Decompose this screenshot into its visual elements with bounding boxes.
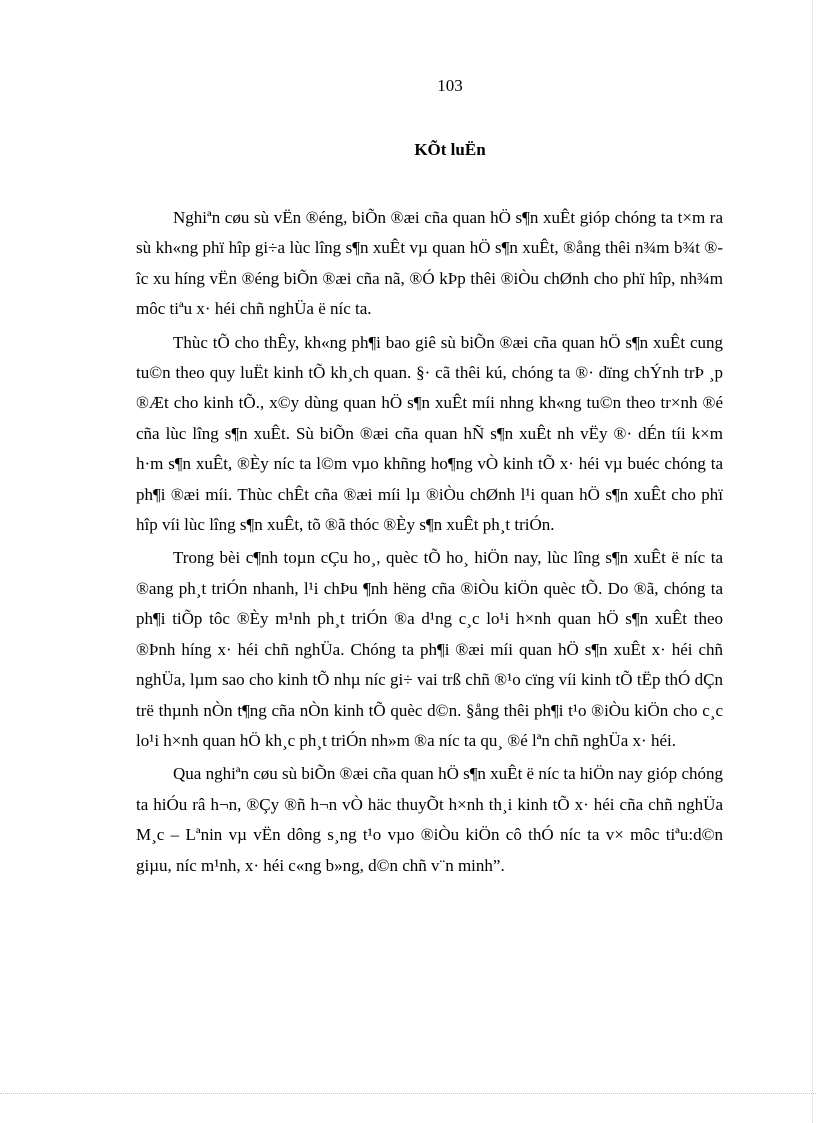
paragraph: Thùc tÕ cho thÊy, kh«ng ph¶i bao giê sù biÕn ®æi cña quan hÖ s¶n xuÊt cung tu©n theo quy luËt kinh tÕ kh¸ch quan. §· cã thêi kú, chóng ta ®· dïng chÝnh trÞ ¸p ®Æt cho kinh tÕ., x©y dùng quan hÖ s¶n xuÊt míi nhng kh«ng tu©n theo tr×nh ®é cña lùc lîng s¶n xuÊt. Sù biÕn ®æi cña quan hÑ s¶n xuÊt nh vËy ®· dÉn tíi k×m h·m s¶n xuÊt, ®Èy níc ta l©m vµo khñng ho¶ng vÒ kinh tÕ x· héi vµ buéc chóng ta ph¶i ®æi míi. Thùc chÊt cña ®æi míi lµ ®iÒu chØnh l¹i quan hÖ s¶n xuÊt cho phï hîp víi lùc lîng s¶n xuÊt, tõ ®ã thóc ®Èy s¶n xuÊt ph¸t triÓn. — [136, 332, 723, 535]
paragraph: Nghiªn cøu sù vËn ®éng, biÕn ®æi cña quan hÖ s¶n xuÊt gióp chóng ta t×m ra sù kh«ng phï hîp gi÷a lùc lîng s¶n xuÊt vµ quan hÖ s¶n xuÊt, ®ång thêi n¾m b¾t ®îc xu híng vËn ®éng biÕn ®æi cña nã, ®Ó kÞp thêi ®iÒu chØnh cho phï hîp, nh¾m môc tiªu x· héi chñ nghÜa ë níc ta. — [136, 208, 723, 319]
page-number: 103 — [437, 76, 463, 95]
paragraph: Qua nghiªn cøu sù biÕn ®æi cña quan hÖ s¶n xuÊt ë níc ta hiÖn nay gióp chóng ta hiÓu râ h¬n, ®Çy ®ñ h¬n vÒ häc thuyÕt h×nh th¸i kinh tÕ x· héi cña chñ nghÜa M¸c – Lªnin vµ vËn dông s¸ng t¹o vµo ®iÒu kiÖn cô thÓ níc ta v× môc tiªu:d©n giµu, níc m¹nh, x· héi c«ng b»ng, d©n chñ v¨n minh”. — [136, 764, 723, 875]
page-right-border — [812, 0, 813, 1123]
body-text — [136, 203, 723, 881]
section-heading: KÕt luËn — [414, 140, 486, 159]
paragraph: Trong bèi c¶nh toµn cÇu ho¸, quèc tÕ ho¸ hiÖn nay, lùc lîng s¶n xuÊt ë níc ta ®ang ph¸t triÓn nhanh, l¹i chÞu ¶nh hëng cña ®iÒu kiÖn quèc tÕ. Do ®ã, chóng ta ph¶i tiÕp tôc ®Èy m¹nh ph¸t triÓn ®a d¹ng c¸c lo¹i h×nh quan hÖ s¶n xuÊt theo ®Þnh híng x· héi chñ nghÜa. Chóng ta ph¶i ®æi míi quan hÖ s¶n xuÊt x· héi chñ nghÜa, lµm sao cho kinh tÕ nhµ níc gi÷ vai trß chñ ®¹o cïng víi kinh tÕ tËp thÓ dÇn trë thµnh nÒn t¶ng cña nÒn kinh tÕ quèc d©n. §ång thêi ph¶i t¹o ®iÒu kiÖn cho c¸c lo¹i h×nh quan hÖ kh¸c ph¸t triÓn nh»m ®a níc ta qu¸ ®é lªn chñ nghÜa x· héi. — [136, 548, 723, 750]
page-bottom-border — [0, 1093, 816, 1094]
